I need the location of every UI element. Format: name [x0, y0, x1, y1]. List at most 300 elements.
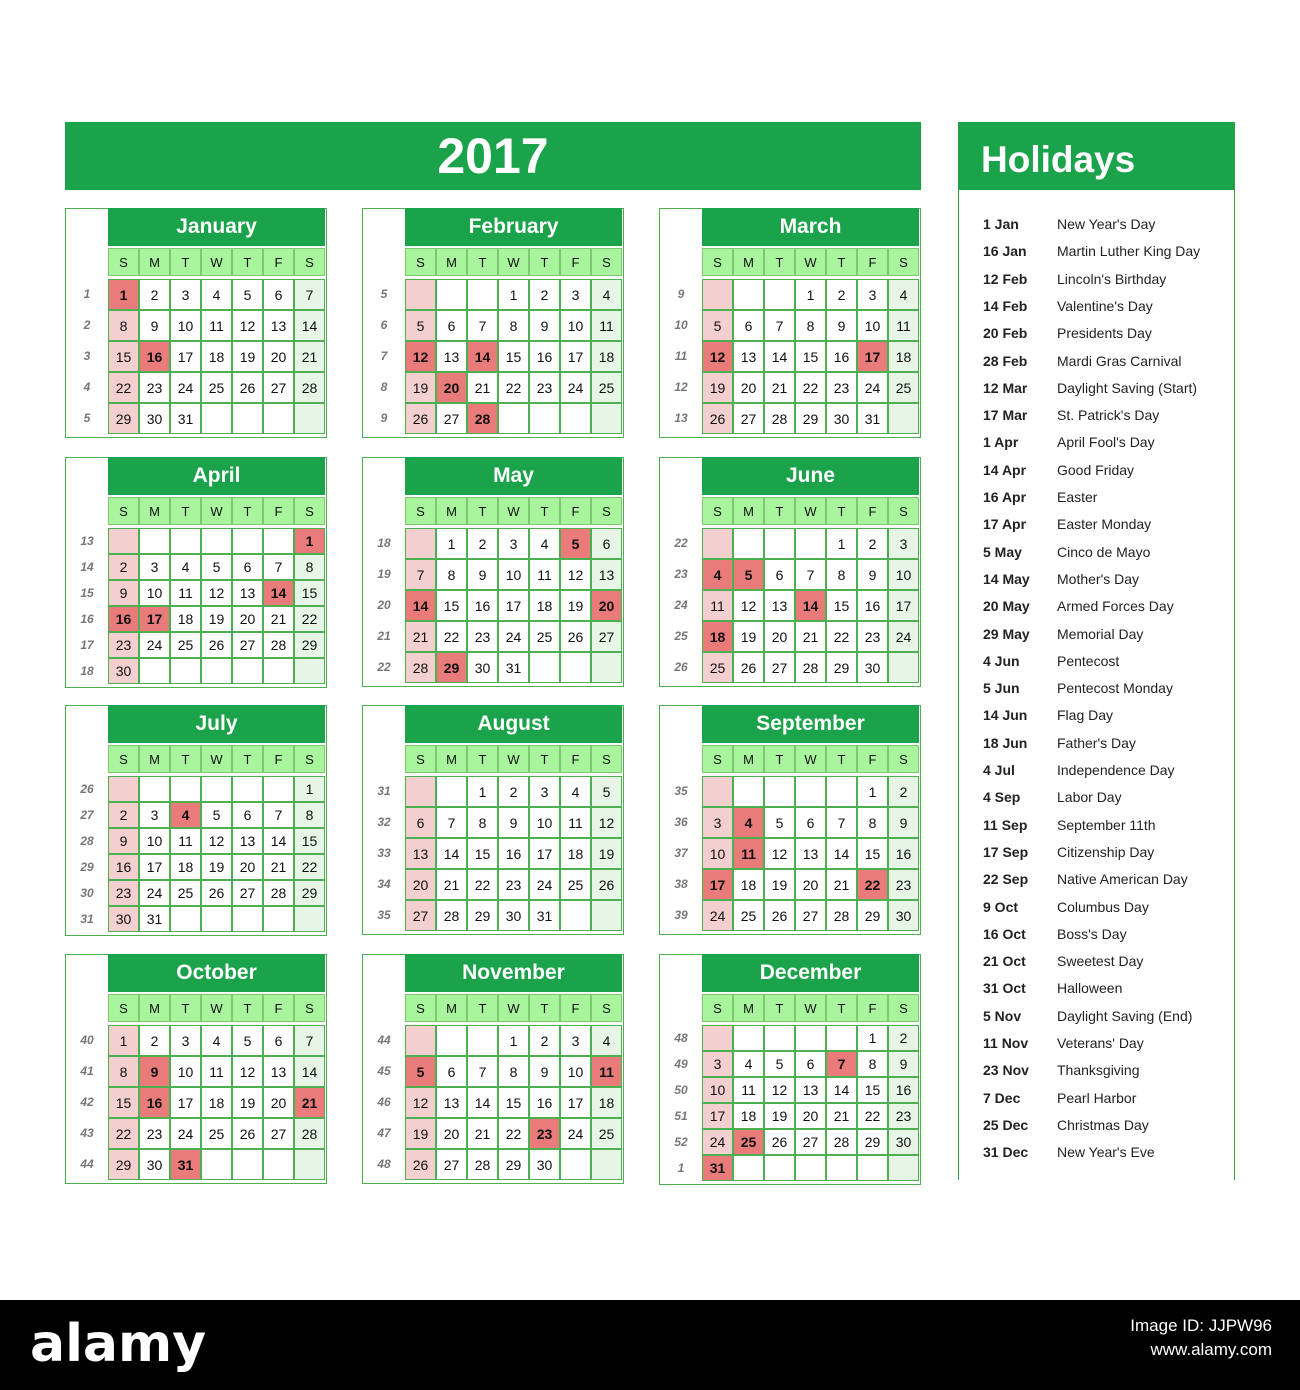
day-cell: 10 [498, 559, 529, 590]
day-cell: 28 [405, 652, 436, 683]
holiday-date: 31 Oct [983, 980, 1026, 996]
day-cell: 9 [108, 580, 139, 606]
day-cell: 19 [405, 1118, 436, 1149]
day-cell: 23 [108, 632, 139, 658]
day-cell: 25 [702, 652, 733, 683]
day-cell: 3 [702, 1051, 733, 1077]
holiday-date: 16 Apr [983, 489, 1027, 505]
weekday-header: F [263, 745, 294, 773]
day-cell: 26 [560, 621, 591, 652]
day-cell: 11 [560, 807, 591, 838]
day-cell: 17 [560, 1087, 591, 1118]
week-number: 52 [674, 1135, 688, 1149]
weekday-header: F [857, 497, 888, 525]
day-cell: 1 [795, 279, 826, 310]
holiday-date: 7 Dec [983, 1090, 1021, 1106]
weekday-header: T [232, 248, 263, 276]
weekday-header: T [826, 745, 857, 773]
holiday-day-cell: 20 [436, 372, 467, 403]
weekday-header: W [795, 248, 826, 276]
day-cell: 19 [764, 1103, 795, 1129]
day-cell: 5 [201, 802, 232, 828]
day-cell: 13 [733, 341, 764, 372]
holiday-day-cell: 25 [733, 1129, 764, 1155]
month-title: March [702, 208, 919, 246]
day-cell: 11 [201, 310, 232, 341]
week-number: 49 [674, 1057, 688, 1071]
day-cell: 27 [263, 372, 294, 403]
day-cell: 2 [888, 776, 919, 807]
day-cell: 6 [436, 1056, 467, 1087]
day-cell: 26 [405, 403, 436, 434]
day-cell: 20 [232, 854, 263, 880]
day-cell: 24 [888, 621, 919, 652]
holiday-date: 12 Feb [983, 271, 1028, 287]
day-cell: 16 [826, 341, 857, 372]
weekday-header: T [467, 248, 498, 276]
holiday-day-cell: 1 [108, 279, 139, 310]
holiday-day-cell: 5 [405, 1056, 436, 1087]
month-title: July [108, 705, 325, 743]
day-cell: 21 [467, 372, 498, 403]
day-cell: 23 [139, 1118, 170, 1149]
day-cell: 20 [795, 1103, 826, 1129]
weekday-header: W [795, 497, 826, 525]
weekday-header: S [888, 497, 919, 525]
day-cell: 17 [170, 1087, 201, 1118]
holiday-name: Veterans' Day [1057, 1035, 1144, 1051]
day-cell: 9 [888, 807, 919, 838]
empty-day-cell [857, 1155, 888, 1181]
day-cell: 1 [294, 776, 325, 802]
weekday-header: S [405, 248, 436, 276]
holiday-name: Thanksgiving [1057, 1062, 1140, 1078]
day-cell: 17 [702, 1103, 733, 1129]
holiday-name: Pearl Harbor [1057, 1090, 1137, 1106]
day-cell: 7 [436, 807, 467, 838]
day-cell: 23 [826, 372, 857, 403]
month-title: October [108, 954, 325, 992]
holiday-date: 22 Sep [983, 871, 1029, 887]
month-title: June [702, 457, 919, 495]
day-cell: 31 [139, 906, 170, 932]
empty-day-cell [702, 528, 733, 559]
day-cell: 6 [764, 559, 795, 590]
weekday-header: S [591, 745, 622, 773]
weekday-header: T [232, 497, 263, 525]
holiday-name: Halloween [1057, 980, 1123, 996]
empty-day-cell [294, 658, 325, 684]
day-cell: 14 [436, 838, 467, 869]
day-cell: 31 [498, 652, 529, 683]
day-cell: 20 [263, 341, 294, 372]
holiday-date: 16 Jan [983, 243, 1027, 259]
empty-day-cell [795, 528, 826, 559]
weekday-header: W [201, 745, 232, 773]
empty-day-cell [560, 403, 591, 434]
day-cell: 3 [170, 1025, 201, 1056]
week-number: 13 [674, 411, 688, 425]
day-cell: 7 [826, 807, 857, 838]
week-number: 18 [377, 536, 391, 550]
holiday-day-cell: 31 [702, 1155, 733, 1181]
day-cell: 5 [405, 310, 436, 341]
day-cell: 5 [232, 279, 263, 310]
holiday-day-cell: 14 [263, 580, 294, 606]
day-cell: 10 [560, 1056, 591, 1087]
weekday-header: T [170, 497, 201, 525]
day-cell: 1 [826, 528, 857, 559]
empty-day-cell [405, 1025, 436, 1056]
weekday-header: M [436, 745, 467, 773]
empty-day-cell [263, 658, 294, 684]
day-cell: 10 [560, 310, 591, 341]
empty-day-cell [263, 906, 294, 932]
week-number: 24 [674, 598, 688, 612]
holiday-date: 14 Feb [983, 298, 1028, 314]
week-number: 18 [80, 664, 94, 678]
day-cell: 25 [591, 1118, 622, 1149]
day-cell: 21 [764, 372, 795, 403]
day-cell: 19 [201, 606, 232, 632]
day-cell: 11 [529, 559, 560, 590]
week-number: 36 [674, 815, 688, 829]
empty-day-cell [702, 776, 733, 807]
day-cell: 22 [294, 606, 325, 632]
day-cell: 22 [108, 1118, 139, 1149]
day-cell: 26 [702, 403, 733, 434]
week-number: 9 [677, 287, 685, 301]
day-cell: 17 [888, 590, 919, 621]
day-cell: 5 [232, 1025, 263, 1056]
day-cell: 14 [467, 1087, 498, 1118]
day-cell: 12 [733, 590, 764, 621]
weekday-header: T [529, 745, 560, 773]
day-cell: 9 [139, 310, 170, 341]
holiday-date: 4 Jul [983, 762, 1015, 778]
day-cell: 12 [232, 310, 263, 341]
day-cell: 22 [857, 1103, 888, 1129]
empty-day-cell [591, 652, 622, 683]
day-cell: 7 [795, 559, 826, 590]
day-cell: 16 [888, 1077, 919, 1103]
day-cell: 24 [857, 372, 888, 403]
week-number: 30 [80, 886, 94, 900]
day-cell: 15 [108, 341, 139, 372]
day-cell: 6 [232, 554, 263, 580]
day-cell: 21 [826, 869, 857, 900]
week-number: 38 [674, 877, 688, 891]
day-cell: 18 [733, 1103, 764, 1129]
week-number: 46 [377, 1095, 391, 1109]
empty-day-cell [826, 1025, 857, 1051]
day-cell: 13 [232, 828, 263, 854]
empty-day-cell [529, 403, 560, 434]
day-cell: 8 [108, 310, 139, 341]
day-cell: 6 [795, 807, 826, 838]
week-number: 10 [674, 318, 688, 332]
holiday-day-cell: 5 [733, 559, 764, 590]
day-cell: 10 [888, 559, 919, 590]
week-number: 4 [83, 380, 91, 394]
day-cell: 8 [294, 554, 325, 580]
day-cell: 15 [857, 1077, 888, 1103]
weekday-header: S [591, 994, 622, 1022]
week-number: 37 [674, 846, 688, 860]
empty-day-cell [436, 279, 467, 310]
day-cell: 27 [591, 621, 622, 652]
day-cell: 3 [560, 279, 591, 310]
empty-day-cell [591, 900, 622, 931]
holiday-day-cell: 4 [733, 807, 764, 838]
day-cell: 14 [826, 838, 857, 869]
day-cell: 27 [733, 403, 764, 434]
day-cell: 29 [467, 900, 498, 931]
weekday-header: S [294, 745, 325, 773]
day-cell: 11 [702, 590, 733, 621]
day-cell: 2 [498, 776, 529, 807]
holiday-day-cell: 14 [795, 590, 826, 621]
day-cell: 30 [857, 652, 888, 683]
weekday-header: S [888, 994, 919, 1022]
week-number: 41 [80, 1064, 94, 1078]
day-cell: 30 [467, 652, 498, 683]
day-cell: 7 [405, 559, 436, 590]
holiday-day-cell: 5 [560, 528, 591, 559]
empty-day-cell [232, 776, 263, 802]
weekday-header: T [826, 497, 857, 525]
week-number: 1 [83, 287, 91, 301]
holiday-day-cell: 12 [405, 341, 436, 372]
holiday-date: 17 Apr [983, 516, 1027, 532]
day-cell: 6 [733, 310, 764, 341]
holiday-day-cell: 18 [702, 621, 733, 652]
empty-day-cell [733, 1155, 764, 1181]
day-cell: 18 [529, 590, 560, 621]
weekday-header: T [826, 994, 857, 1022]
day-cell: 29 [108, 1149, 139, 1180]
empty-day-cell [888, 1155, 919, 1181]
week-number: 12 [674, 380, 688, 394]
day-cell: 21 [826, 1103, 857, 1129]
month-title: January [108, 208, 325, 246]
day-cell: 11 [170, 828, 201, 854]
day-cell: 27 [232, 880, 263, 906]
holiday-day-cell: 14 [467, 341, 498, 372]
day-cell: 3 [529, 776, 560, 807]
holiday-name: Citizenship Day [1057, 844, 1155, 860]
day-cell: 18 [591, 341, 622, 372]
empty-day-cell [405, 776, 436, 807]
weekday-header: F [560, 248, 591, 276]
day-cell: 7 [263, 802, 294, 828]
day-cell: 19 [733, 621, 764, 652]
day-cell: 30 [108, 658, 139, 684]
weekday-header: T [764, 497, 795, 525]
day-cell: 10 [857, 310, 888, 341]
week-number: 47 [377, 1126, 391, 1140]
holiday-name: Armed Forces Day [1057, 598, 1174, 614]
empty-day-cell [826, 1155, 857, 1181]
week-number: 35 [377, 908, 391, 922]
empty-day-cell [764, 1155, 795, 1181]
day-cell: 14 [294, 1056, 325, 1087]
day-cell: 23 [888, 1103, 919, 1129]
site-url: www.alamy.com [1150, 1340, 1272, 1359]
day-cell: 13 [263, 310, 294, 341]
empty-day-cell [170, 658, 201, 684]
day-cell: 27 [436, 1149, 467, 1180]
week-number: 48 [377, 1157, 391, 1171]
day-cell: 1 [857, 1025, 888, 1051]
day-cell: 20 [436, 1118, 467, 1149]
empty-day-cell [795, 776, 826, 807]
day-cell: 19 [702, 372, 733, 403]
day-cell: 16 [467, 590, 498, 621]
empty-day-cell [795, 1025, 826, 1051]
weekday-header: T [529, 994, 560, 1022]
holiday-name: Daylight Saving (End) [1057, 1008, 1193, 1024]
empty-day-cell [201, 658, 232, 684]
empty-day-cell [591, 1149, 622, 1180]
day-cell: 17 [139, 854, 170, 880]
day-cell: 21 [294, 341, 325, 372]
day-cell: 7 [294, 1025, 325, 1056]
day-cell: 24 [170, 1118, 201, 1149]
day-cell: 10 [702, 1077, 733, 1103]
day-cell: 4 [201, 279, 232, 310]
week-number: 33 [377, 846, 391, 860]
day-cell: 23 [888, 869, 919, 900]
day-cell: 12 [405, 1087, 436, 1118]
weekday-header: M [139, 497, 170, 525]
weekday-header: M [139, 994, 170, 1022]
weekday-header: T [170, 745, 201, 773]
day-cell: 30 [139, 403, 170, 434]
day-cell: 22 [108, 372, 139, 403]
holiday-name: Pentecost Monday [1057, 680, 1173, 696]
weekday-header: S [591, 497, 622, 525]
holidays-panel [958, 122, 1235, 1180]
day-cell: 13 [591, 559, 622, 590]
holiday-day-cell: 16 [108, 606, 139, 632]
weekday-header: M [139, 248, 170, 276]
day-cell: 25 [560, 869, 591, 900]
watermark-bar [0, 1300, 1300, 1390]
day-cell: 27 [232, 632, 263, 658]
day-cell: 6 [263, 279, 294, 310]
empty-day-cell [888, 652, 919, 683]
holiday-date: 5 Nov [983, 1008, 1022, 1024]
day-cell: 7 [294, 279, 325, 310]
day-cell: 3 [560, 1025, 591, 1056]
weekday-header: W [201, 248, 232, 276]
day-cell: 30 [888, 1129, 919, 1155]
day-cell: 30 [108, 906, 139, 932]
day-cell: 1 [498, 279, 529, 310]
holiday-name: Lincoln's Birthday [1057, 271, 1167, 287]
weekday-header: S [405, 497, 436, 525]
week-number: 35 [674, 784, 688, 798]
day-cell: 11 [888, 310, 919, 341]
holiday-name: Boss's Day [1057, 926, 1127, 942]
day-cell: 29 [108, 403, 139, 434]
empty-day-cell [108, 528, 139, 554]
day-cell: 8 [498, 1056, 529, 1087]
holiday-date: 1 Apr [983, 434, 1019, 450]
day-cell: 20 [232, 606, 263, 632]
empty-day-cell [826, 776, 857, 807]
empty-day-cell [436, 776, 467, 807]
holiday-day-cell: 23 [529, 1118, 560, 1149]
day-cell: 24 [702, 900, 733, 931]
holiday-name: Valentine's Day [1057, 298, 1153, 314]
weekday-header: T [529, 248, 560, 276]
holiday-date: 29 May [983, 626, 1030, 642]
empty-day-cell [498, 403, 529, 434]
week-number: 8 [380, 380, 388, 394]
day-cell: 3 [702, 807, 733, 838]
week-number: 15 [80, 586, 94, 600]
week-number: 27 [80, 808, 94, 822]
day-cell: 13 [764, 590, 795, 621]
holiday-name: Memorial Day [1057, 626, 1144, 642]
day-cell: 21 [263, 854, 294, 880]
weekday-header: F [560, 497, 591, 525]
holiday-date: 16 Oct [983, 926, 1026, 942]
weekday-header: T [826, 248, 857, 276]
week-number: 19 [377, 567, 391, 581]
weekday-header: T [764, 994, 795, 1022]
day-cell: 10 [702, 838, 733, 869]
weekday-header: F [560, 994, 591, 1022]
holiday-name: Presidents Day [1057, 325, 1152, 341]
weekday-header: S [294, 248, 325, 276]
weekday-header: W [795, 745, 826, 773]
day-cell: 24 [498, 621, 529, 652]
weekday-header: T [232, 745, 263, 773]
empty-day-cell [294, 403, 325, 434]
day-cell: 21 [263, 606, 294, 632]
weekday-header: F [560, 745, 591, 773]
weekday-header: M [733, 745, 764, 773]
day-cell: 24 [170, 372, 201, 403]
week-number: 21 [377, 629, 391, 643]
day-cell: 23 [498, 869, 529, 900]
day-cell: 15 [498, 341, 529, 372]
week-number: 20 [377, 598, 391, 612]
day-cell: 27 [764, 652, 795, 683]
holiday-date: 25 Dec [983, 1117, 1029, 1133]
day-cell: 31 [857, 403, 888, 434]
weekday-header: S [702, 497, 733, 525]
day-cell: 25 [529, 621, 560, 652]
day-cell: 25 [201, 1118, 232, 1149]
day-cell: 7 [467, 1056, 498, 1087]
holiday-day-cell: 11 [733, 838, 764, 869]
holiday-date: 17 Mar [983, 407, 1028, 423]
holiday-day-cell: 12 [702, 341, 733, 372]
day-cell: 1 [108, 1025, 139, 1056]
day-cell: 4 [733, 1051, 764, 1077]
week-number: 3 [83, 349, 91, 363]
weekday-header: T [170, 994, 201, 1022]
day-cell: 15 [108, 1087, 139, 1118]
empty-day-cell [733, 528, 764, 559]
weekday-header: S [702, 248, 733, 276]
holiday-date: 20 May [983, 598, 1030, 614]
day-cell: 21 [436, 869, 467, 900]
